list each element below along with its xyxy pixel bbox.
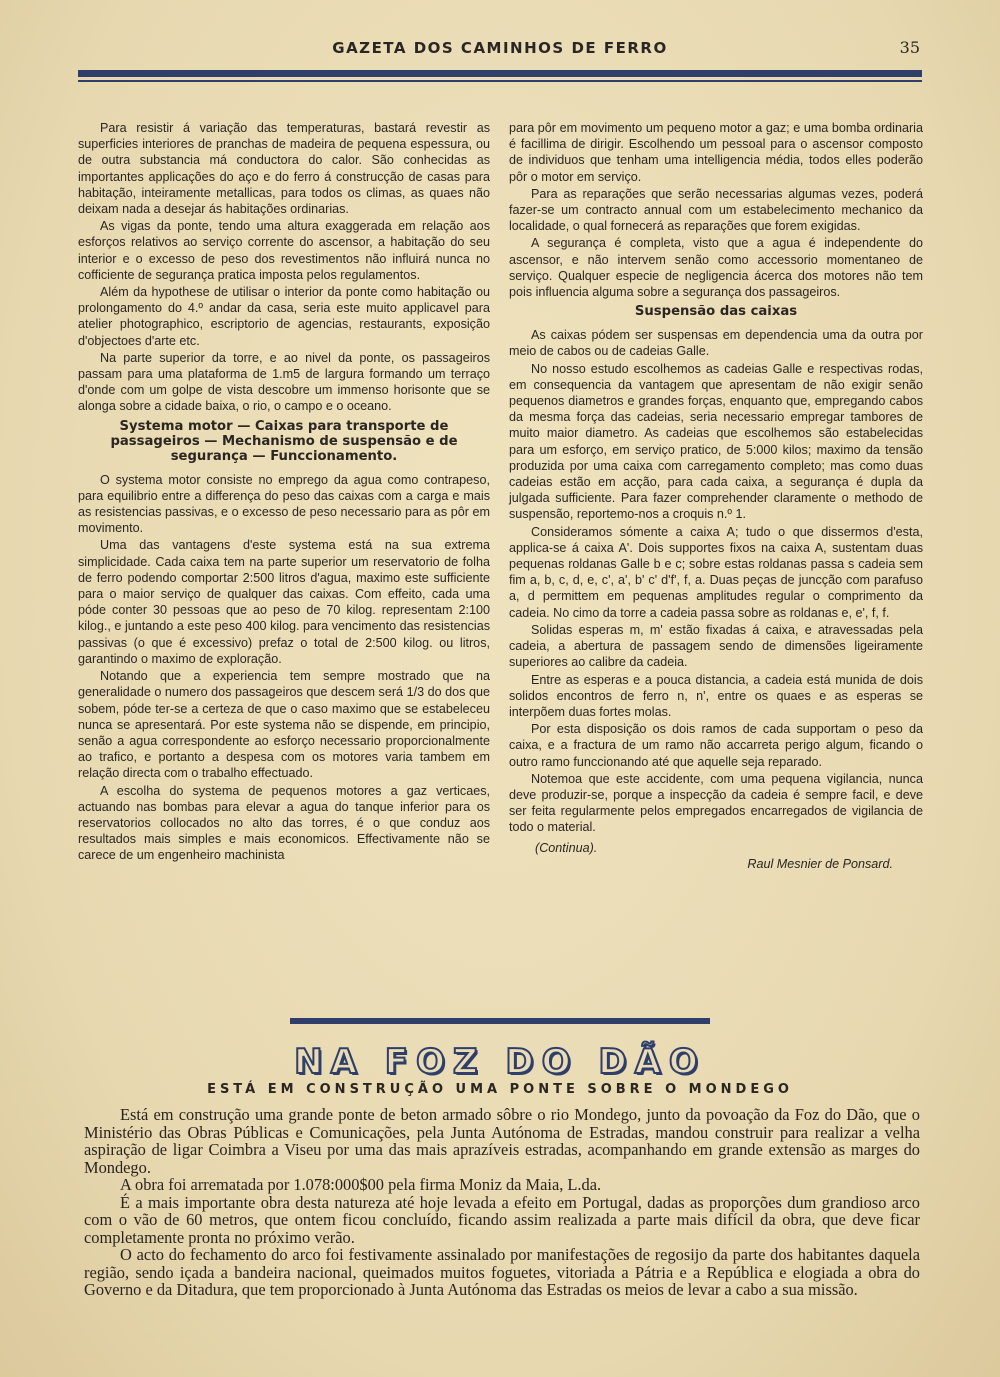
header-rule-thin bbox=[78, 80, 922, 82]
paragraph: Notemoa que este accidente, com uma pequena vigilancia, nunca deve produzir-se, porque a inspecção da cadeia é sempre facil, e deve ser feita regularmente pelos empregados encarregados de vigilancia de todo o material. bbox=[509, 771, 923, 835]
paragraph: O acto do fechamento do arco foi festivamente assinalado por manifestações de regosijo da parte dos habitantes daquela região, sendo içada a bandeira nacional, queimados muitos foguetes, vitoriada a Pátria e a República e elogiada a obra do Governo e da Ditadura, que tem proporcionado à Junta Autónoma das Estradas os meios de levar a cabo a sua missão. bbox=[84, 1245, 920, 1299]
paragraph: Para resistir á variação das temperaturas, bastará revestir as superficies interiores de pranchas de madeira de pequena espessura, ou de outra substancia má conductora do calor. São conhecidas as importantes applicações do aço e do ferro á construcção de casas para habitação, inteiramente metallicas, para todos os climas, as quaes não deixam nada a desejar ás habitações ordinarias. bbox=[78, 121, 490, 217]
article-title: NA FOZ DO DÃO bbox=[294, 1042, 706, 1082]
paragraph: A segurança é completa, visto que a agua é independente do ascensor, e não intervem senão como accessorio momentaneo de serviço. Qualquer especie de negligencia ácerca dos motores não tem pois influencia alguma sobre a segurança dos passageiros. bbox=[509, 236, 923, 300]
author-signature: Raul Mesnier de Ponsard. bbox=[747, 856, 893, 871]
right-column bbox=[509, 120, 923, 874]
journal-title: GAZETA DOS CAMINHOS DE FERRO bbox=[332, 39, 668, 57]
paragraph: Na parte superior da torre, e ao nivel da ponte, os passageiros passam para uma plataforma de 1.m5 de largura formando um terraço d'onde com um golpe de vista descobre um immenso horisonte que se alonga sobre a cidade baixa, o rio, o campo e o oceano. bbox=[78, 350, 490, 414]
continua-note: (Continua). bbox=[535, 840, 598, 855]
paragraph: Para as reparações que serão necessarias algumas vezes, poderá fazer-se um contracto annual com um estabelecimento mechanico da localidade, o qual fornecerá as reparações que forem exigidas. bbox=[509, 186, 923, 234]
paragraph: Uma das vantagens d'este systema está na sua extrema simplicidade. Cada caixa tem na parte superior um reservatorio de folha de ferro podendo comportar 2:500 litros d'agua, maximo este sufficiente para o maior serviço de qualquer das caixas. Com effeito, cada uma póde conter 30 pessoas que ao peso de 70 kilog. representam 2:100 kilog., e juntando a este peso 400 kilog. para vencimento das resistencias passivas (o que é excessivo) prefaz o total de 2:500 kilog. ou litros, garantindo o maximo de exploração. bbox=[78, 538, 490, 666]
page-number: 35 bbox=[899, 38, 920, 57]
paragraph: Solidas esperas m, m' estão fixadas á caixa, e atravessadas pela cadeia, a abertura de passagem sendo de dimensões ligeiramente superiores ao calibre da cadeia. bbox=[509, 622, 923, 670]
paragraph: Por esta disposição os dois ramos de cada supportam o peso da caixa, e a fractura de um ramo não accarreta perigo algum, ficando o outro ramo funccionando até que aquelle seja reparado. bbox=[509, 722, 923, 769]
paragraph: O systema motor consiste no emprego da agua como contrapeso, para equilibrio entre a differença do peso das caixas com a carga e mais as resistencias passivas, e o excesso de peso necessario para as pôr em movimento. bbox=[78, 472, 490, 536]
paragraph: As vigas da ponte, tendo uma altura exaggerada em relação aos esforços relativos ao serviço corrente do ascensor, a habitação do seu interior e o excesso de peso dos revestimentos não influirá nunca no cofficiente de segurança pratica imposta pelos regulamentos. bbox=[78, 219, 490, 282]
section-separator bbox=[290, 1018, 710, 1024]
paragraph: Além da hypothese de utilisar o interior da ponte como habitação ou prolongamento do 4.º andar da casa, seria este muito applicavel para atelier photographico, escriptorio de agencias, restaurants, exposição d'objectoes d'arte etc. bbox=[78, 285, 490, 348]
section-heading: Suspensão das caixas bbox=[634, 304, 798, 320]
paragraph: Consideramos sómente a caixa A; tudo o que dissermos d'esta, applica-se á caixa A'. Dois supportes fixos na caixa A, sustentam duas pequenas roldanas Galle b e c; sobre estas roldanas passa s cadeia sem fim a, b, c, d, e, c', a', b' c' d'f', f, a. Duas peças de juncção com parafuso a, d permittem em pequenas amplitudes regular o comprimento da cadeia. No cimo da torre a cadeia passa sobre as roldanas e, e', f, f. bbox=[509, 524, 923, 620]
paragraph: Notando que a experiencia tem sempre mostrado que na generalidade o numero dos passageiros que descem será 1/3 do dos que sobem, póde ter-se a certeza de que o caso maximo que se estabeleceu nunca se apresentará. Por este systema não se dispende, em principio, senão a agua correspondente ao esforço necessario proporcionalmente ao trafico, e portanto a despesa com os motores varia tambem em relação directa com o trabalho effectuado. bbox=[78, 669, 490, 781]
paragraph: Entre as esperas e a pouca distancia, a cadeia está munida de dois solidos encontros de ferro n, n', entre os quaes e as esperas se interpõem duas fortes molas. bbox=[509, 672, 923, 719]
signoff bbox=[509, 840, 923, 874]
paragraph: As caixas pódem ser suspensas em dependencia uma da outra por meio de cabos ou de cadeias Galle. bbox=[509, 328, 923, 359]
paragraph: A obra foi arrematada por 1.078:000$00 pela firma Moniz da Maia, L.da. bbox=[120, 1175, 602, 1194]
paragraph: No nosso estudo escolhemos as cadeias Galle e respectivas rodas, em consequencia da vantagem que apresentam de não exigir senão pequenos diametros e grandes forças, enquanto que, empregando cabos da mesma força das cadeias, seria necessario empregar tambores de muito maior diametro. As cadeias que escolhemos são estabelecidas para um esforço, em serviço pratico, de 5:000 kilos; maximo da tensão produzida por uma caixa com carregamento completo; mas como duas cadeias estão em acção, para cada caixa, a segurança é dupla da julgada sufficiente. Para fazer comprehender claramente o methodo de suspensão, reportemo-nos a croquis n.º 1. bbox=[509, 361, 923, 522]
left-column bbox=[78, 120, 490, 865]
article-subtitle: ESTÁ EM CONSTRUÇÃO UMA PONTE SOBRE O MONDEGO bbox=[207, 1082, 793, 1097]
paragraph: A escolha do systema de pequenos motores a gaz verticaes, actuando nas bombas para elevar a agua do tanque inferior para os reservatorios collocados no alto das torres, é o que conduz aos resultados mais simples e mais economicos. Effectivamente não se carece de um engenheiro machinista bbox=[78, 783, 490, 863]
paragraph: É a mais importante obra desta natureza até hoje levada a efeito em Portugal, dadas as proporções dum grandioso arco com o vão de 60 metros, que ontem ficou concluído, ficando assim realizada a parte mais difícil da obra, que deve ficar completamente pronta no próximo verão. bbox=[84, 1192, 920, 1247]
section-heading: Systema motor — Caixas para transporte de passageiros — Mechanismo de suspensão e de segurança — Funccionamento. bbox=[110, 418, 458, 464]
article-body bbox=[84, 1106, 920, 1299]
paragraph: para pôr em movimento um pequeno motor a gaz; e uma bomba ordinaria é facillima de dirigir. Escolhendo um pessoal para o ascensor composto de individuos que tenham uma intelligencia média, todos elles poderão pôr o motor em serviço. bbox=[509, 121, 923, 184]
running-header bbox=[80, 38, 920, 64]
header-rule bbox=[78, 70, 922, 77]
paragraph: Está em construção uma grande ponte de beton armado sôbre o rio Mondego, junto da povoação da Foz do Dão, que o Ministério das Obras Públicas e Comunicações, pela Junta Autónoma de Estradas, mandou construir para realizar a velha aspiração de ligar Coimbra a Viseu por uma das mais aprazíveis estradas, acompanhando em grande extensão as marges do Mondego. bbox=[84, 1105, 920, 1177]
